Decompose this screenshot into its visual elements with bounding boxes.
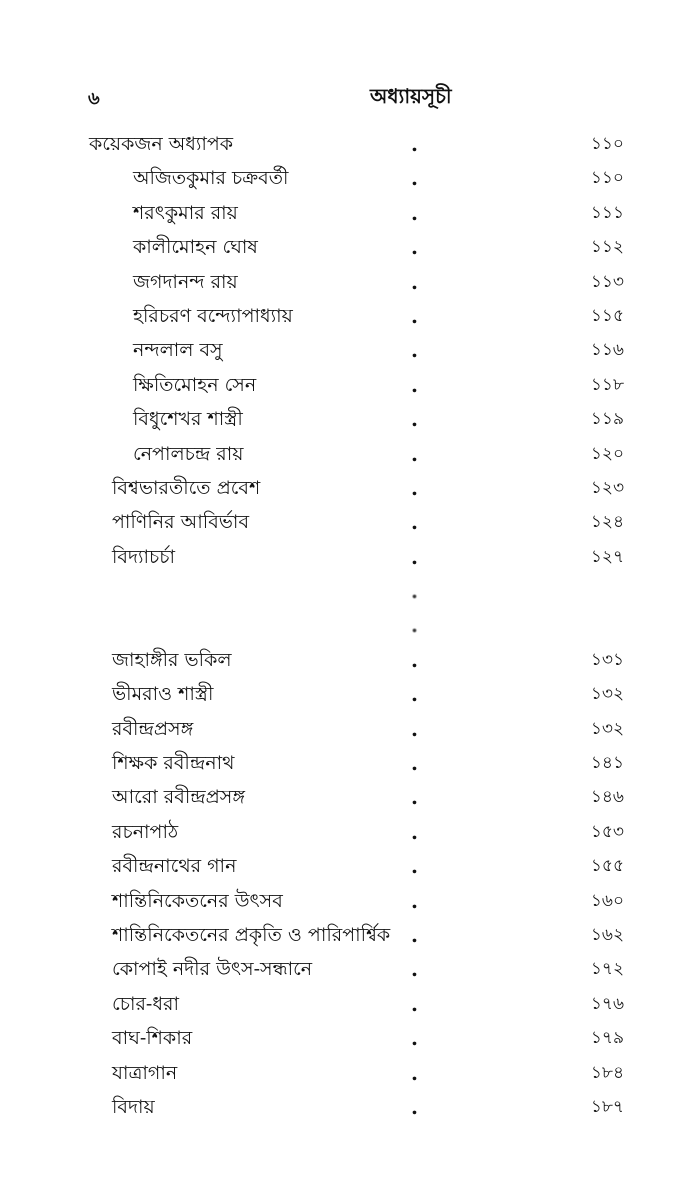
- toc-entry-title: বিদায়: [112, 1095, 155, 1118]
- toc-entry: [0, 230, 696, 264]
- toc-leader-dot: .: [411, 819, 418, 844]
- toc-entry-title: বিদ্যাচর্চা: [112, 545, 176, 568]
- toc-leader-dot: .: [411, 235, 418, 260]
- toc-entry-page-number: ১৬২: [590, 924, 624, 945]
- toc-entry: [0, 643, 696, 677]
- toc-entry-title: রবীন্দ্রনাথের গান: [112, 855, 237, 878]
- toc-leader-dot: .: [411, 579, 418, 604]
- running-head: অধ্যায়সূচী: [370, 84, 452, 108]
- page-number: ৬: [88, 88, 100, 109]
- toc-entry: [0, 952, 696, 986]
- toc-leader-dot: .: [411, 407, 418, 432]
- toc-entry-page-number: ১১৬: [590, 340, 624, 361]
- toc-entry-title: জগদানন্দ রায়: [133, 270, 238, 293]
- toc-entry: [0, 161, 696, 195]
- toc-leader-dot: .: [411, 785, 418, 810]
- toc-entry: [0, 815, 696, 849]
- toc-entry-page-number: ১৭৯: [590, 1028, 624, 1049]
- toc-entry-page-number: ১৪৬: [590, 787, 624, 808]
- toc-entry-page-number: ১৫৫: [590, 856, 624, 877]
- toc-leader-dot: .: [411, 991, 418, 1016]
- toc-leader-dot: .: [411, 269, 418, 294]
- toc-entry: [0, 1090, 696, 1124]
- toc-entry: [0, 712, 696, 746]
- toc-entry: [0, 402, 696, 436]
- toc-entry-title: কোপাই নদীর উৎস-সন্ধানে: [112, 958, 313, 981]
- table-of-contents: [0, 127, 696, 1124]
- toc-leader-dot: .: [411, 475, 418, 500]
- toc-entry-title: চোর-ধরা: [112, 992, 179, 1015]
- toc-entry-title: জাহাঙ্গীর ভকিল: [112, 648, 232, 671]
- toc-entry: [0, 884, 696, 918]
- toc-entry-title: হরিচরণ বন্দ্যোপাধ্যায়: [133, 304, 293, 327]
- toc-entry-page-number: ১৭২: [590, 959, 624, 980]
- toc-entry-title: বিশ্বভারতীতে প্রবেশ: [112, 476, 261, 499]
- toc-entry-page-number: ১১৯: [590, 409, 624, 430]
- toc-entry-page-number: ১২৩: [590, 477, 624, 498]
- toc-entry-title: ক্ষিতিমোহন সেন: [133, 373, 257, 396]
- toc-leader-dot: .: [411, 957, 418, 982]
- toc-leader-dot: .: [411, 132, 418, 156]
- toc-entry: [0, 196, 696, 230]
- toc-leader-dot: .: [411, 303, 418, 328]
- toc-entry-page-number: ১১৫: [590, 305, 624, 326]
- toc-leader-dot: .: [411, 1060, 418, 1085]
- toc-entry-title: নন্দলাল বসু: [133, 339, 223, 362]
- toc-entry-page-number: ১১৩: [590, 271, 624, 292]
- toc-leader-dot: .: [411, 338, 418, 363]
- toc-entry-title: আরো রবীন্দ্রপ্রসঙ্গ: [112, 786, 245, 809]
- toc-leader-dot: .: [411, 854, 418, 879]
- toc-entry-page-number: ১১০: [590, 168, 624, 189]
- toc-entry-page-number: ১৩২: [590, 684, 624, 705]
- toc-entry-page-number: ১৪১: [590, 753, 624, 774]
- toc-entry: [0, 540, 696, 574]
- toc-entry-page-number: ১৫৩: [590, 821, 624, 842]
- toc-entry: [0, 608, 696, 642]
- toc-leader-dot: .: [411, 166, 418, 191]
- toc-entry-page-number: ১১৮: [590, 374, 624, 395]
- toc-entry: [0, 780, 696, 814]
- toc-entry-title: কয়েকজন অধ্যাপক: [89, 133, 234, 155]
- toc-entry: [0, 333, 696, 367]
- toc-entry: [0, 505, 696, 539]
- toc-entry-page-number: ১৩১: [590, 649, 624, 670]
- toc-entry: [0, 746, 696, 780]
- toc-entry: [0, 918, 696, 952]
- toc-leader-dot: .: [411, 751, 418, 776]
- toc-entry-page-number: ১২৭: [590, 546, 624, 567]
- toc-entry: [0, 849, 696, 883]
- toc-leader-dot: .: [411, 682, 418, 707]
- toc-entry-page-number: ১৬০: [590, 890, 624, 911]
- toc-entry-title: কালীমোহন ঘোষ: [133, 236, 258, 259]
- toc-entry-title: বাঘ-শিকার: [112, 1027, 193, 1050]
- toc-leader-dot: .: [411, 922, 418, 947]
- toc-entry-page-number: ১৮৪: [590, 1062, 624, 1083]
- toc-entry-title: পাণিনির আবির্ভাব: [112, 511, 250, 534]
- toc-leader-dot: .: [411, 1026, 418, 1051]
- toc-entry-title: নেপালচন্দ্র রায়: [133, 442, 244, 465]
- toc-entry-title: ভীমরাও শাস্ত্রী: [112, 683, 214, 706]
- toc-entry-title: রবীন্দ্রপ্রসঙ্গ: [112, 717, 194, 740]
- toc-entry: [0, 299, 696, 333]
- toc-leader-dot: .: [411, 200, 418, 225]
- toc-entry: [0, 677, 696, 711]
- toc-entry-page-number: ১১১: [590, 202, 624, 223]
- toc-entry-page-number: ১১২: [590, 237, 624, 258]
- toc-leader-dot: .: [411, 716, 418, 741]
- toc-leader-dot: .: [411, 1094, 418, 1119]
- toc-entry-title: শিক্ষক রবীন্দ্রনাথ: [112, 752, 235, 775]
- toc-entry-page-number: ১৩২: [590, 718, 624, 739]
- toc-leader-dot: .: [411, 647, 418, 672]
- toc-entry-title: শান্তিনিকেতনের উৎসব: [112, 889, 283, 912]
- toc-entry-page-number: ১২৪: [590, 512, 624, 533]
- toc-entry-title: যাত্রাগান: [112, 1061, 178, 1084]
- toc-entry: [0, 987, 696, 1021]
- toc-entry-title: রচনাপাঠ: [112, 820, 179, 843]
- toc-entry: [0, 368, 696, 402]
- toc-leader-dot: .: [411, 613, 418, 638]
- toc-entry: [0, 1056, 696, 1090]
- toc-leader-dot: .: [411, 544, 418, 569]
- toc-entry-title: শরৎকুমার রায়: [133, 201, 238, 224]
- toc-entry: [0, 1021, 696, 1055]
- toc-leader-dot: .: [411, 372, 418, 397]
- toc-entry: [0, 265, 696, 299]
- toc-entry-title: শান্তিনিকেতনের প্রকৃতি ও পারিপার্শ্বিক: [112, 923, 391, 946]
- toc-leader-dot: .: [411, 441, 418, 466]
- toc-entry-title: অজিতকুমার চক্রবর্তী: [133, 167, 289, 190]
- toc-entry-page-number: ১২০: [590, 443, 624, 464]
- toc-entry: [0, 127, 696, 161]
- toc-entry: [0, 574, 696, 608]
- toc-leader-dot: .: [411, 510, 418, 535]
- toc-entry-page-number: ১১০: [590, 134, 624, 154]
- toc-entry: [0, 471, 696, 505]
- toc-entry-page-number: ১৭৬: [590, 993, 624, 1014]
- toc-entry-page-number: ১৮৭: [590, 1096, 624, 1117]
- toc-entry: [0, 437, 696, 471]
- toc-entry-title: বিধুশেখর শাস্ত্রী: [133, 408, 243, 431]
- toc-leader-dot: .: [411, 888, 418, 913]
